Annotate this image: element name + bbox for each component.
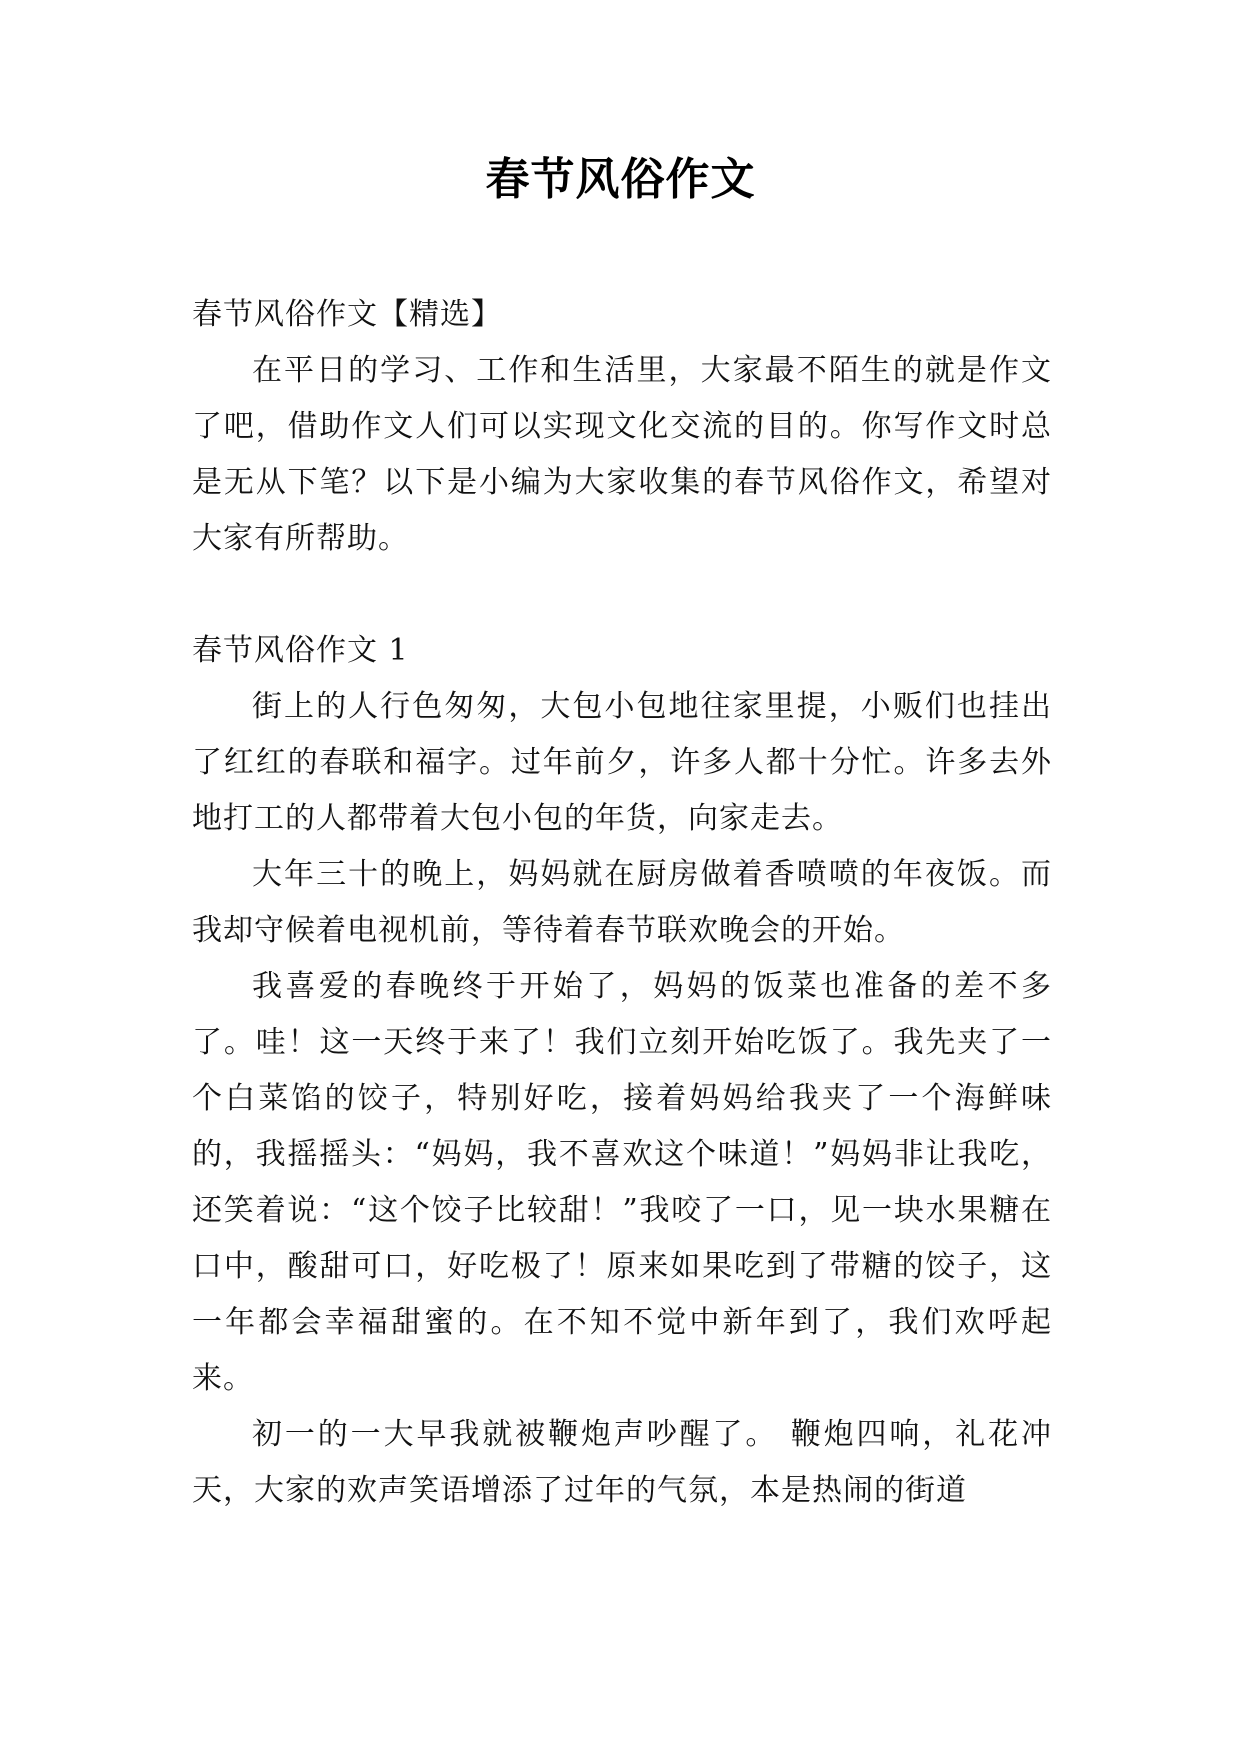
- section-1-paragraph-2: 大年三十的晚上，妈妈就在厨房做着香喷喷的年夜饭。而我却守候着电视机前，等待着春节联欢晚会的开始。: [192, 857, 1052, 948]
- document-title: 春节风俗作文: [485, 154, 756, 205]
- section-1-paragraph-4: 初一的一大早我就被鞭炮声吵醒了。 鞭炮四响，礼花冲天，大家的欢声笑语增添了过年的气氛，本是热闹的街道: [192, 1417, 1052, 1508]
- intro-paragraph: 在平日的学习、工作和生活里，大家最不陌生的就是作文了吧，借助作文人们可以实现文化交流的目的。你写作文时总是无从下笔？以下是小编为大家收集的春节风俗作文，希望对大家有所帮助。: [192, 353, 1052, 556]
- section-1-paragraph-1: 街上的人行色匆匆，大包小包地往家里提，小贩们也挂出了红红的春联和福字。过年前夕，许多人都十分忙。许多去外地打工的人都带着大包小包的年货，向家走去。: [192, 689, 1052, 836]
- section-1-heading: 春节风俗作文 1: [192, 633, 409, 668]
- document-body: [192, 287, 1052, 1519]
- section-spacer: [192, 567, 1052, 623]
- intro-heading: 春节风俗作文【精选】: [192, 297, 502, 332]
- section-1-paragraph-3: 我喜爱的春晚终于开始了，妈妈的饭菜也准备的差不多了。哇！这一天终于来了！我们立刻开始吃饭了。我先夹了一个白菜馅的饺子，特别好吃，接着妈妈给我夹了一个海鲜味的，我摇摇头：“妈妈，我不喜欢这个味道！”妈妈非让我吃，还笑着说：“这个饺子比较甜！”我咬了一口，见一块水果糖在口中，酸甜可口，好吃极了！原来如果吃到了带糖的饺子，这一年都会幸福甜蜜的。在不知不觉中新年到了，我们欢呼起来。: [192, 969, 1052, 1396]
